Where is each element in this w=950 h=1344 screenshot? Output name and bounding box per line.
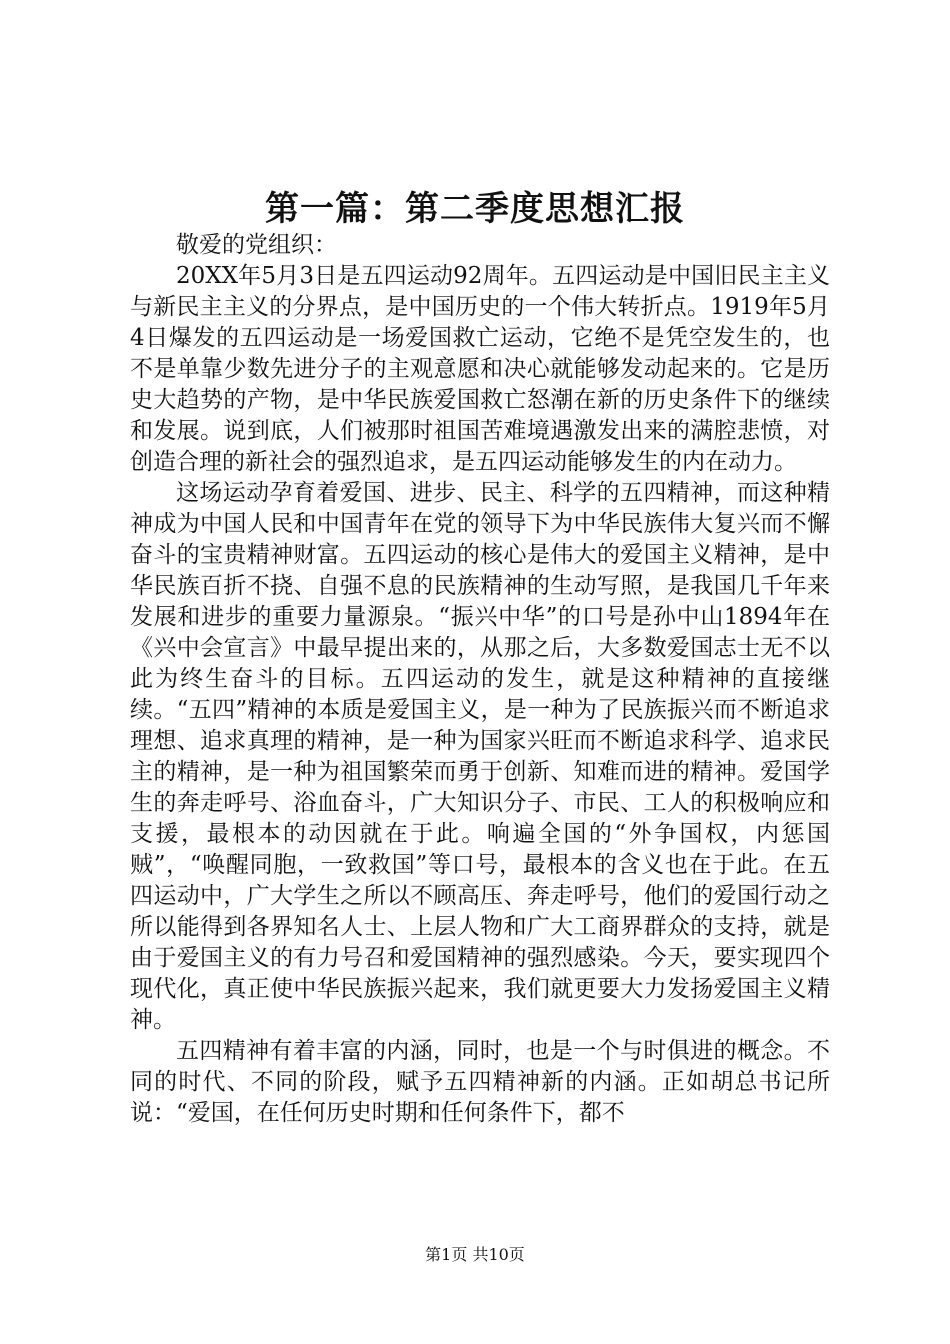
paragraph: 五四精神有着丰富的内涵，同时，也是一个与时俱进的概念。不同的时代、不同的阶段，赋予五四精神新的内涵。正如胡总书记所说：“爱国，在任何历史时期和任何条件下，都不 [130,1038,830,1126]
paragraph: 这场运动孕育着爱国、进步、民主、科学的五四精神，而这种精神成为中国人民和中国青年在党的领导下为中华民族伟大复兴而不懈奋斗的宝贵精神财富。五四运动的核心是伟大的爱国主义精神，是中华民族百折不挠、自强不息的民族精神的生动写照，是我国几千年来发展和进步的重要力量源泉。“振兴中华”的口号是孙中山1894年在《兴中会宣言》中最早提出来的，从那之后，大多数爱国志士无不以此为终生奋斗的目标。五四运动的发生，就是这种精神的直接继续。“五四”精神的本质是爱国主义，是一种为了民族振兴而不断追求理想、追求真理的精神，是一种为国家兴旺而不断追求科学、追求民主的精神，是一种为祖国繁荣而勇于创新、知难而进的精神。爱国学生的奔走呼号、浴血奋斗，广大知识分子、市民、工人的积极响应和支援，最根本的动因就在于此。响遍全国的“外争国权，内惩国贼”，“唤醒同胞，一致救国”等口号，最根本的含义也在于此。在五四运动中，广大学生之所以不顾高压、奔走呼号，他们的爱国行动之所以能得到各界知名人士、上层人物和广大工商界群众的支持，就是由于爱国主义的有力号召和爱国精神的强烈感染。今天，要实现四个现代化，真正使中华民族振兴起来，我们就更要大力发扬爱国主义精神。 [130,480,830,1033]
document-title: 第一篇：第二季度思想汇报 [265,189,685,229]
page-footer: 第1页 共10页 [425,1245,525,1264]
paragraph: 20XX年5月3日是五四运动92周年。五四运动是中国旧民主主义与新民主主义的分界点，是中国历史的一个伟大转折点。1919年5月4日爆发的五四运动是一场爱国救亡运动，它绝不是凭空发生的，也不是单靠少数先进分子的主观意愿和决心就能够发动起来的。它是历史大趋势的产物，是中华民族爱国救亡怒潮在新的历史条件下的继续和发展。说到底，人们被那时祖国苦难境遇激发出来的满腔悲愤，对创造合理的新社会的强烈追求，是五四运动能够发生的内在动力。 [130,263,830,475]
salutation: 敬爱的党组织： [176,232,337,258]
document-body [130,230,830,1129]
